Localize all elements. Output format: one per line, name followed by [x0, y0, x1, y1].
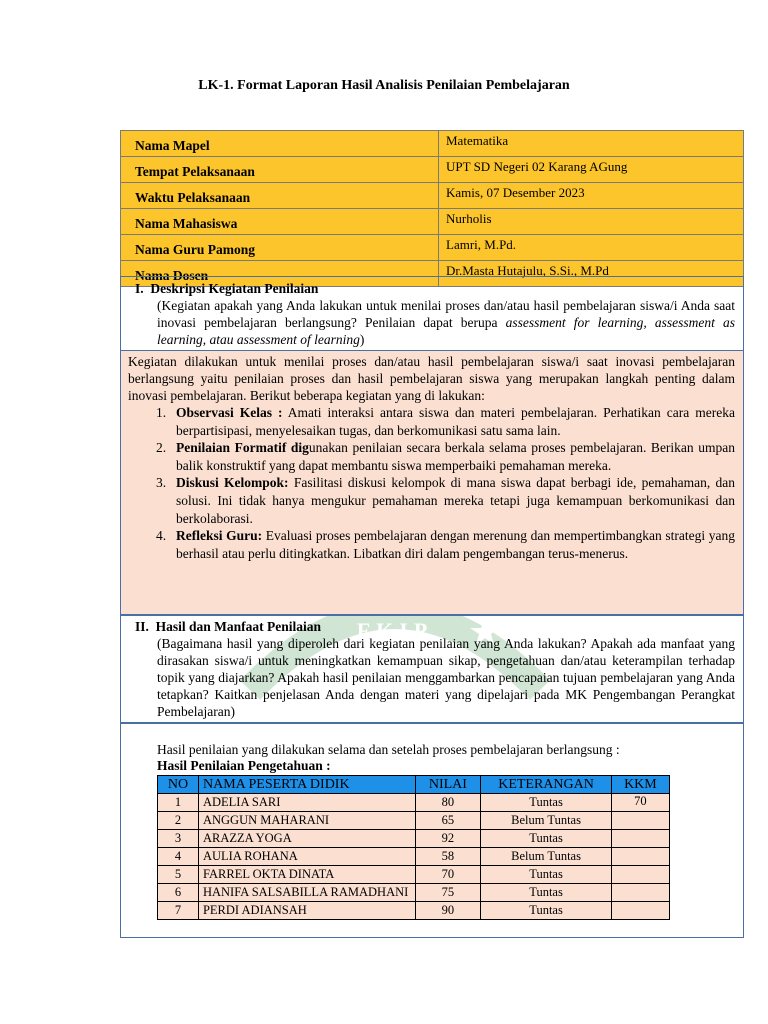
- watermark-text: FKIP: [356, 618, 434, 643]
- activity-item: [128, 474, 735, 527]
- activity-list: [128, 404, 735, 562]
- kkm-empty-cell: [611, 830, 669, 848]
- info-value: Lamri, M.Pd.: [439, 235, 744, 261]
- grades-header-cell: NO: [158, 776, 199, 794]
- student-name: FARREL OKTA DINATA: [198, 866, 415, 884]
- row-number: 1: [158, 794, 199, 812]
- score-note: Tuntas: [481, 866, 612, 884]
- activity-number: 2.: [156, 440, 167, 456]
- info-label: Nama Mapel: [121, 131, 439, 157]
- row-number: 6: [158, 884, 199, 902]
- kkm-empty-cell: [611, 812, 669, 830]
- activity-number: 1.: [156, 405, 167, 420]
- section-2-box: [120, 614, 744, 724]
- score-note: Tuntas: [481, 830, 612, 848]
- activity-title: Refleksi Guru:: [176, 528, 263, 544]
- score: 80: [415, 794, 481, 812]
- info-value: UPT SD Negeri 02 Karang AGung: [439, 157, 744, 183]
- info-row: [121, 183, 744, 209]
- score: 75: [415, 884, 481, 902]
- activity-item: [128, 404, 735, 439]
- table-row: [158, 830, 670, 848]
- row-number: 5: [158, 866, 199, 884]
- score: 90: [415, 902, 481, 920]
- info-row: [121, 235, 744, 261]
- grades-header-cell: NAMA PESERTA DIDIK: [198, 776, 415, 794]
- row-number: 3: [158, 830, 199, 848]
- info-row: [121, 157, 744, 183]
- activity-title: Observasi Kelas :: [176, 405, 283, 420]
- score-note: Belum Tuntas: [481, 848, 612, 866]
- results-intro: Hasil penilaian yang dilakukan selama dan setelah proses pembelajaran berlangsung :: [157, 742, 620, 757]
- student-name: PERDI ADIANSAH: [198, 902, 415, 920]
- section-2-prompt: (Bagaimana hasil yang diperoleh dari kegiatan penilaian yang Anda lakukan? Apakah ada manfaat yang dirasakan siswa/i untuk meningkatkan kemampuan sikap, pengetahuan dan/atau keterampilan terhadap topik yang diajarkan? Apakah hasil penilaian menggambarkan pencapaian tujuan pembelajaran yang Anda tetapkan? Kaitkan penjelasan Anda dengan materi yang dipelajari pada MK Pengembangan Perangkat Pembelajaran): [157, 636, 735, 719]
- score-note: Tuntas: [481, 902, 612, 920]
- info-label: Nama Dosen: [121, 261, 439, 287]
- section-1-answer: [121, 350, 743, 615]
- grades-header-cell: KKM: [611, 776, 669, 794]
- student-name: HANIFA SALSABILLA RAMADHANI: [198, 884, 415, 902]
- score-note: Belum Tuntas: [481, 812, 612, 830]
- activity-text: Evaluasi proses pembelajaran dengan merenung dan mempertimbangkan strategi yang berhasil atau perlu ditingkatkan. Libatkan diri dalam pengembangan terus-menerus.: [176, 528, 735, 561]
- section-1-prompt: (Kegiatan apakah yang Anda lakukan untuk menilai proses dan/atau hasil pembelajaran siswa/i Anda saat inovasi pembelajaran berlangsung? Penilaian dapat berupa assessment for learning, assessment as learning, atau assessment of learning): [157, 298, 735, 347]
- activity-title: Penilaian Formatif dig: [176, 440, 309, 456]
- section-2-heading: II. Hasil dan Manfaat Penilaian: [135, 619, 322, 634]
- score: 58: [415, 848, 481, 866]
- table-row: [158, 902, 670, 920]
- kkm-value: 70: [611, 794, 669, 812]
- activity-text: unakan penilaian secara berkala selama proses pembelajaran. Berikan umpan balik konstruktif yang dapat membantu siswa memperbaiki pemahaman mereka.: [176, 440, 735, 473]
- info-value: Matematika: [439, 131, 744, 157]
- activity-title: Diskusi Kelompok:: [176, 475, 289, 491]
- student-name: ADELIA SARI: [198, 794, 415, 812]
- score-note: Tuntas: [481, 884, 612, 902]
- activity-item: [128, 527, 735, 562]
- score: 70: [415, 866, 481, 884]
- grades-header-cell: KETERANGAN: [481, 776, 612, 794]
- info-value: Dr.Masta Hutajulu, S.Si., M.Pd: [439, 261, 744, 287]
- kkm-empty-cell: [611, 902, 669, 920]
- table-row: [158, 848, 670, 866]
- table-row: [158, 794, 670, 812]
- info-value: Kamis, 07 Desember 2023: [439, 183, 744, 209]
- activity-text: Amati interaksi antara siswa dan materi pembelajaran. Perhatikan cara mereka berpartisipasi, menyelesaikan tugas, dan berkomunikasi satu sama lain.: [176, 405, 736, 438]
- activity-number: 4.: [156, 528, 167, 544]
- score: 65: [415, 812, 481, 830]
- section-1-box: [120, 276, 744, 616]
- activity-number: 3.: [156, 475, 167, 491]
- section-1-heading: I. Deskripsi Kegiatan Penilaian: [135, 281, 319, 296]
- activity-text: Fasilitasi diskusi kelompok di mana siswa dapat berbagi ide, pemahaman, dan solusi. Ini tidak hanya mengukur pemahaman mereka tetapi juga kemampuan berkomunikasi dan berkolaborasi.: [176, 475, 735, 526]
- info-row: [121, 131, 744, 157]
- info-row: [121, 209, 744, 235]
- kkm-empty-cell: [611, 848, 669, 866]
- activity-item: [128, 439, 735, 474]
- info-label: Nama Mahasiswa: [121, 209, 439, 235]
- score: 92: [415, 830, 481, 848]
- row-number: 4: [158, 848, 199, 866]
- student-name: ARAZZA YOGA: [198, 830, 415, 848]
- grades-header-cell: NILAI: [415, 776, 481, 794]
- info-table: [120, 130, 744, 287]
- student-name: AULIA ROHANA: [198, 848, 415, 866]
- score-note: Tuntas: [481, 794, 612, 812]
- info-label: Nama Guru Pamong: [121, 235, 439, 261]
- table-row: [158, 884, 670, 902]
- table-row: [158, 812, 670, 830]
- info-label: Waktu Pelaksanaan: [121, 183, 439, 209]
- row-number: 2: [158, 812, 199, 830]
- info-label: Tempat Pelaksanaan: [121, 157, 439, 183]
- kkm-empty-cell: [611, 866, 669, 884]
- student-name: ANGGUN MAHARANI: [198, 812, 415, 830]
- row-number: 7: [158, 902, 199, 920]
- table-row: [158, 866, 670, 884]
- document-title: LK-1. Format Laporan Hasil Analisis Penilaian Pembelajaran: [198, 78, 570, 93]
- results-heading: Hasil Penilaian Pengetahuan :: [157, 758, 331, 773]
- section-1-intro: Kegiatan dilakukan untuk menilai proses dan/atau hasil pembelajaran siswa/i saat inovasi pembelajaran berlangsung yaitu penilaian proses dan hasil pembelajaran siswa yang merupakan langkah penting dalam inovasi pembelajaran. Berikut beberapa kegiatan yang di lakukan:: [128, 354, 735, 403]
- info-value: Nurholis: [439, 209, 744, 235]
- grades-table: [157, 775, 670, 920]
- kkm-empty-cell: [611, 884, 669, 902]
- results-box: [120, 722, 744, 938]
